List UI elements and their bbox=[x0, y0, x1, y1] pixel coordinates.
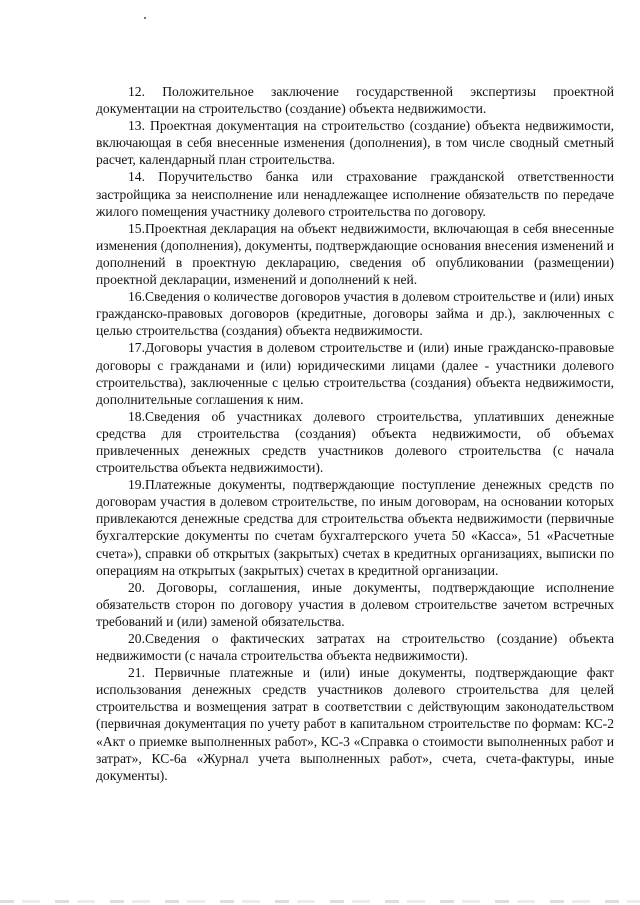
paragraph-16: 16.Сведения о количестве договоров участия в долевом строительстве и (или) иных гражданско-правовых договоров (кредитные, договоры займа и др.), заключенных с целью строительства (создания) объекта недвижимости. bbox=[96, 289, 614, 339]
paragraph-13: 13. Проектная документация на строительство (создание) объекта недвижимости, включающая в себя внесенные изменения (дополнения), в том числе сводный сметный расчет, календарный план строительства. bbox=[96, 118, 614, 168]
paragraph-12: 12. Положительное заключение государственной экспертизы проектной документации на строительство (создание) объекта недвижимости. bbox=[96, 84, 614, 117]
paragraph-20-agreements: 20. Договоры, соглашения, иные документы, подтверждающие исполнение обязательств сторон по договору участия в долевом строительстве зачетом встречных требований и (или) заменой обязательства. bbox=[96, 579, 614, 629]
paragraph-15: 15.Проектная декларация на объект недвижимости, включающая в себя внесенные изменения (дополнения), документы, подтверждающие основания внесения изменений и дополнений в проектную декларацию, сведения об опубликовании (размещении) проектной декларации, изменений и дополнений к ней. bbox=[96, 220, 614, 288]
paragraph-14: 14. Поручительство банка или страхование гражданской ответственности застройщика за неисполнение или ненадлежащее исполнение обязательств по передаче жилого помещения участнику долевого строительства по договору. bbox=[96, 169, 614, 219]
scan-bottom-edge bbox=[0, 900, 640, 903]
paragraph-18: 18.Сведения об участниках долевого строительства, уплативших денежные средства для строительства (создания) объекта недвижимости, об объемах привлеченных денежных средств участников долевого строительства (с начала строительства объекта недвижимости). bbox=[96, 408, 614, 476]
paragraph-20-costs: 20.Сведения о фактических затратах на строительство (создание) объекта недвижимости (с начала строительства объекта недвижимости). bbox=[96, 631, 614, 664]
paragraph-19: 19.Платежные документы, подтверждающие поступление денежных средств по договорам участия в долевом строительстве, по иным договорам, на основании которых привлекаются денежные средства для строительства объекта недвижимости (первичные бухгалтерские документы по счетам бухгалтерского учета 50 «Касса», 51 «Расчетные счета»), справки об открытых (закрытых) счетах в кредитных организациях, выписки по операциям на открытых (закрытых) счетах в кредитной организации. bbox=[96, 477, 614, 578]
paragraph-17: 17.Договоры участия в долевом строительстве и (или) иные гражданско-правовые договоры с гражданами и (или) юридическими лицами (далее - участники долевого строительства), заключенные с целью строительства (создания) объекта недвижимости, дополнительные соглашения к ним. bbox=[96, 340, 614, 407]
paragraph-21: 21. Первичные платежные и (или) иные документы, подтверждающие факт использования денежных средств участников долевого строительства для целей строительства и возмещения затрат в соответствии с действующим законодательством (первичная документация по учету работ в капитальном строительстве по формам: КС-2 «Акт о приемке выполненных работ», КС-3 «Справка о стоимости выполненных работ и затрат», КС-6а «Журнал учета выполненных работ», счета, счета-фактуры, иные документы). bbox=[96, 665, 614, 783]
document-body bbox=[96, 83, 614, 784]
scan-speck bbox=[144, 17, 146, 19]
